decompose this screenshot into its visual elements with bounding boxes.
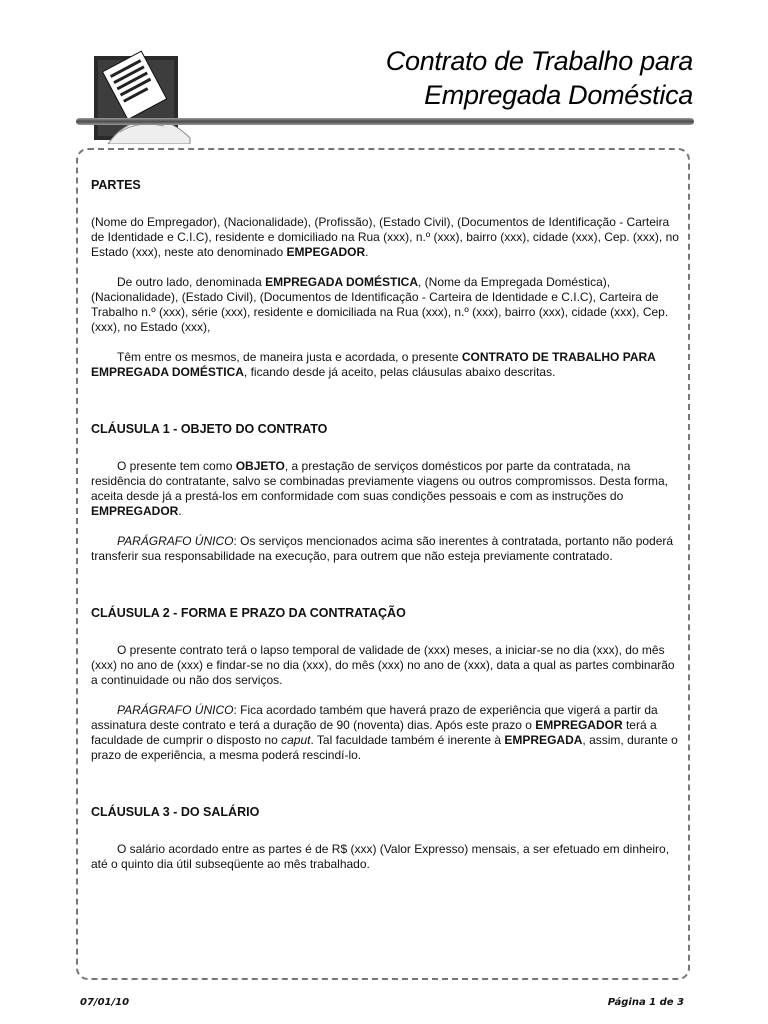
footer-page-number: Página 1 de 3 [607, 997, 684, 1008]
title-line-2: Empregada Doméstica [424, 80, 693, 110]
clausula-1-paragrafo-unico: PARÁGRAFO ÚNICO: Os serviços mencionados acima são inerentes à contratada, portanto não poderá transferir sua responsabilidade na execução, para outrem que não esteja previamente contratado. [91, 534, 674, 563]
partes-paragraph-2: De outro lado, denominada EMPREGADA DOMÉSTICA, (Nome da Empregada Doméstica), (Nacionalidade), (Estado Civil), (Documentos de Identificação - Carteira de Identidade e C.I.C), Carteira de Trabalho n.º (xxx), série (xxx), residente e domiciliada na Rua (xxx), n.º (xxx), bairro (xxx), cidade (xxx), Cep. (xxx), no Estado (xxx), [91, 275, 669, 334]
section-heading-clausula-3: CLÁUSULA 3 - DO SALÁRIO [91, 805, 260, 819]
header-rule [76, 118, 694, 125]
clausula-1-paragraph-1: O presente tem como OBJETO, a prestação de serviços domésticos por parte da contratada, na residência do contratante, salvo se combinadas previamente viagens ou outros compromissos. Desta forma, aceita desde já a prestá-los em conformidade com suas condições pessoais e com as instruções do EMPREGADOR. [91, 459, 668, 518]
section-heading-clausula-1: CLÁUSULA 1 - OBJETO DO CONTRATO [91, 422, 328, 436]
partes-paragraph-3: Têm entre os mesmos, de maneira justa e acordada, o presente CONTRATO DE TRABALHO PARA EMPREGADA DOMÉSTICA, ficando desde já aceito, pelas cláusulas abaixo descritas. [91, 350, 656, 379]
section-heading-partes: PARTES [91, 178, 141, 192]
partes-paragraph-1: (Nome do Empregador), (Nacionalidade), (Profissão), (Estado Civil), (Documentos de Identificação - Carteira de Identidade e C.I.C), residente e domiciliado na Rua (xxx), n.º (xxx), bairro (xxx), cidade (xxx), Cep. (xxx), no Estado (xxx), neste ato denominado EMPEGADOR. [91, 215, 679, 259]
document-hand-icon [80, 48, 198, 144]
footer-date: 07/01/10 [80, 997, 130, 1008]
contract-body [91, 178, 681, 872]
section-heading-clausula-2: CLÁUSULA 2 - FORMA E PRAZO DA CONTRATAÇÃO [91, 606, 406, 620]
clausula-3-paragraph-1: O salário acordado entre as partes é de R$ (xxx) (Valor Expresso) mensais, a ser efetuado em dinheiro, até o quinto dia útil subseqüente ao mês trabalhado. [91, 842, 670, 871]
title-line-1: Contrato de Trabalho para [385, 46, 693, 76]
clausula-2-paragrafo-unico: PARÁGRAFO ÚNICO: Fica acordado também que haverá prazo de experiência que vigerá a partir da assinatura deste contrato e terá a duração de 90 (noventa) dias. Após este prazo o EMPREGADOR terá a faculdade de cumprir o disposto no caput. Tal faculdade também é inerente à EMPREGADA, assim, durante o prazo de experiência, a mesma poderá rescindí-lo. [91, 703, 678, 762]
page-title [386, 44, 693, 112]
clausula-2-paragraph-1: O presente contrato terá o lapso temporal de validade de (xxx) meses, a iniciar-se no dia (xxx), do mês (xxx) no ano de (xxx) e findar-se no dia (xxx), do mês (xxx) no ano de (xxx), data a qual as partes combinarão a continuidade ou não dos serviços. [91, 643, 675, 687]
